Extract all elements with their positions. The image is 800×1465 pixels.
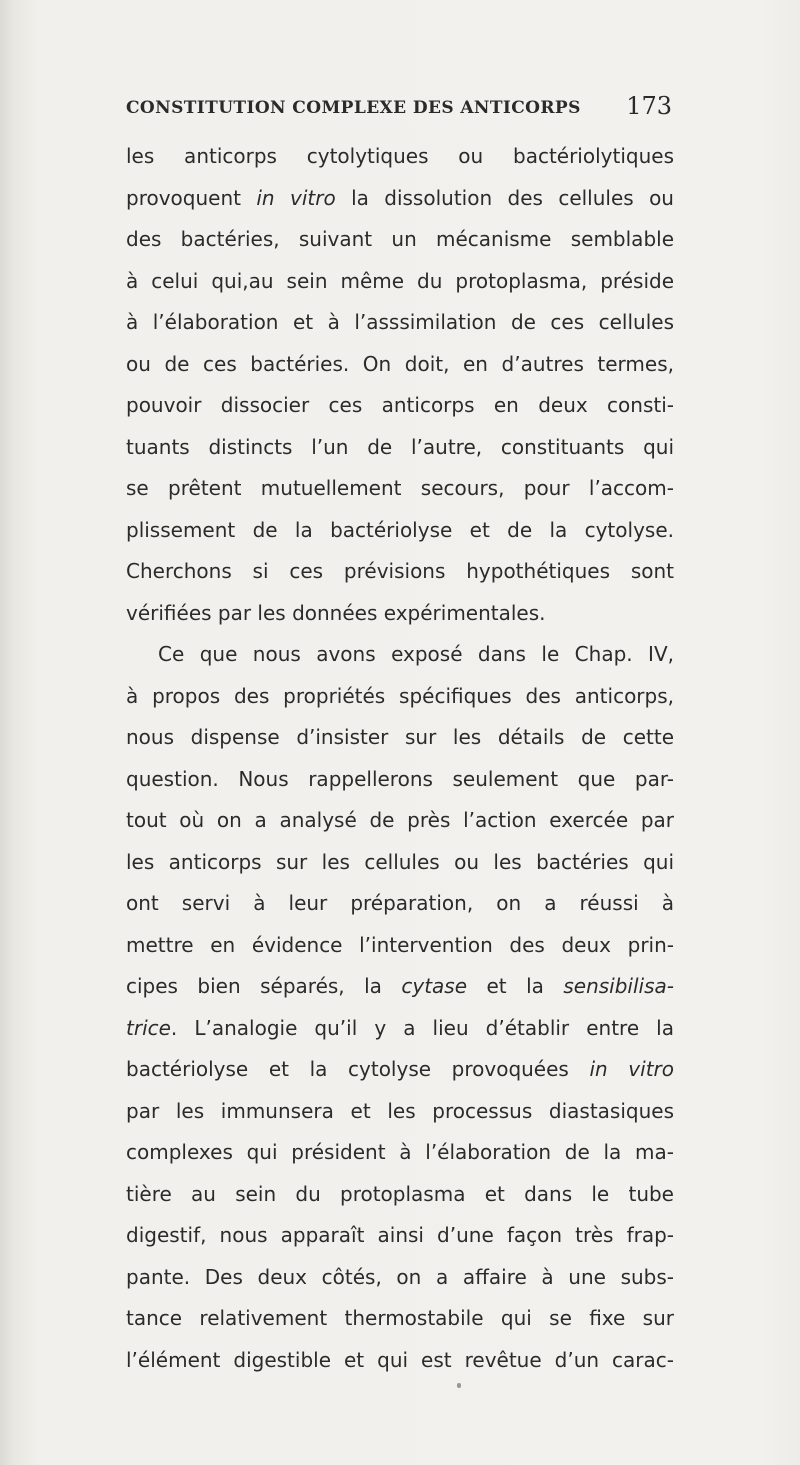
text-line: vérifiées par les données expérimentales. [126,600,546,625]
page-number: 173 [626,92,672,120]
text-line: tance relativement thermostabile qui se fixe sur [126,1306,674,1330]
italic-term: trice [126,1015,171,1040]
text-line: à l’élaboration et à l’asssimilation de ces cellules [126,310,674,334]
text-line: par les immunsera et les processus diastasiques [126,1098,674,1123]
text-line: question. Nous rappellerons seulement que par- [126,766,674,791]
text-line: les anticorps sur les cellules ou les bactéries qui [126,849,674,874]
text-line: tuants distincts l’un de l’autre, constituants qui [126,434,674,459]
text-line: tout où on a analysé de près l’action exercée par [126,808,674,832]
text-line: digestif, nous apparaît ainsi d’une façon très frap- [126,1223,674,1247]
italic-term: in vitro [256,185,336,210]
text-line: Cherchons si ces prévisions hypothétiques sont [126,559,674,583]
text-line: mettre en évidence l’intervention des deux prin- [126,932,674,957]
text-line: des bactéries, suivant un mécanisme semblable [126,227,674,251]
body-text [126,136,674,1381]
running-title: CONSTITUTION COMPLEXE DES ANTICORPS [126,98,581,118]
text-line: provoquent in vitro la dissolution des cellules ou [126,185,674,210]
text-line: ont servi à leur préparation, on a réussi à [126,891,674,915]
text-line: nous dispense d’insister sur les détails de cette [126,725,674,749]
text-line: plissement de la bactériolyse et de la cytolyse. [126,517,674,542]
text-line: complexes qui président à l’élaboration de la ma- [126,1140,674,1164]
text-line: cipes bien séparés, la cytase et la sensibilisa- [126,974,674,998]
text-line: bactériolyse et la cytolyse provoquées in vitro [126,1057,674,1081]
text-line: tière au sein du protoplasma et dans le tube [126,1181,674,1206]
text-line: pouvoir dissocier ces anticorps en deux consti- [126,393,674,417]
text-line: à propos des propriétés spécifiques des anticorps, [126,683,674,708]
italic-term: cytase [401,974,468,998]
text-line: se prêtent mutuellement secours, pour l’accom- [126,476,674,500]
running-head [126,88,672,122]
text-line: les anticorps cytolytiques ou bactériolytiques [126,144,674,168]
text-line: l’élément digestible et qui est revêtue d’un carac- [126,1347,674,1372]
ink-speck [457,1383,461,1388]
text-line: pante. Des deux côtés, on a affaire à une subs- [126,1264,674,1289]
italic-term: sensibilisa- [563,974,674,998]
text-line-paragraph-start: Ce que nous avons exposé dans le Chap. IV, [158,642,674,666]
text-line: à celui qui,au sein même du protoplasma, préside [126,268,674,293]
italic-term: in vitro [589,1057,674,1081]
text-line: trice. L’analogie qu’il y a lieu d’établir entre la [126,1015,674,1040]
text-line: ou de ces bactéries. On doit, en d’autres termes, [126,351,674,376]
